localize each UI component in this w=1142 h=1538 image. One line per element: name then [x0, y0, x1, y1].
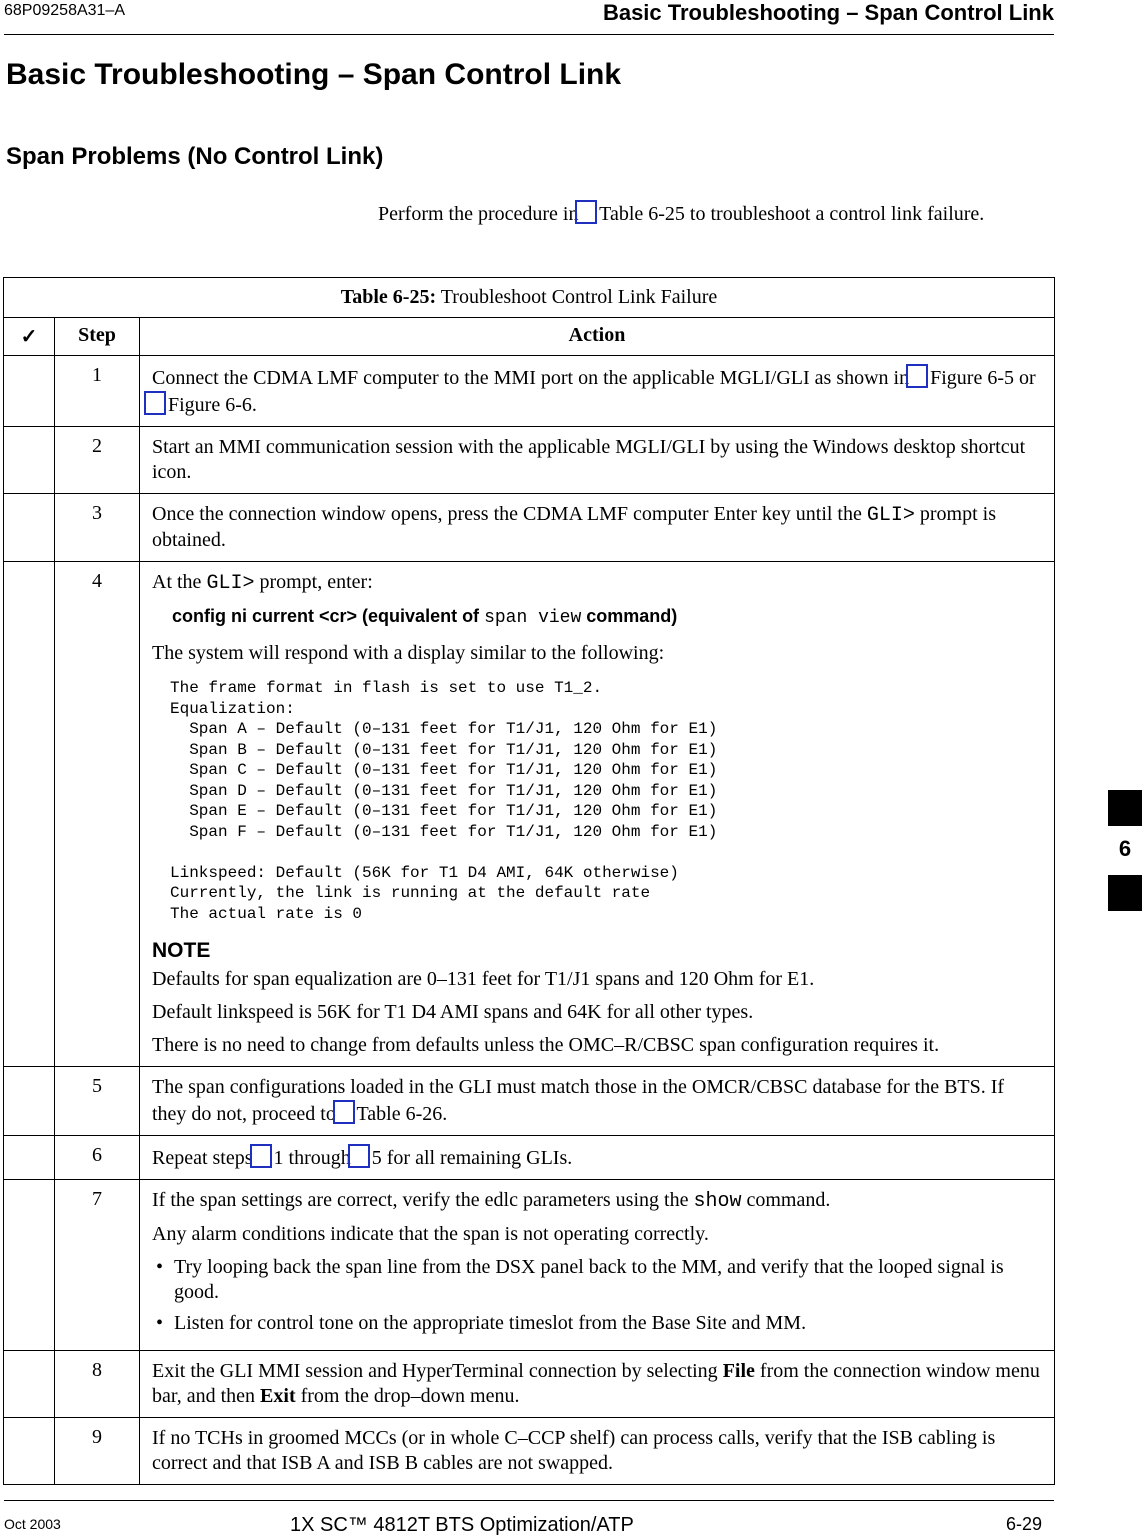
section-title: Basic Troubleshooting – Span Control Link: [6, 58, 622, 91]
step-5-link-marker[interactable]: [348, 1144, 370, 1168]
step-number: 8: [55, 1351, 140, 1418]
intro-paragraph: [378, 200, 1008, 227]
check-cell[interactable]: [4, 562, 55, 1067]
action-cell: Once the connection window opens, press the CDMA LMF computer Enter key until the GLI> prompt is obtained.: [140, 494, 1055, 562]
figure-6-5-link-marker[interactable]: [906, 364, 928, 388]
step-number: 7: [55, 1180, 140, 1351]
table-caption: Table 6-25: Troubleshoot Control Link Failure: [4, 278, 1055, 318]
table-row: [4, 427, 1055, 494]
intro-text: Perform the procedure in: [378, 203, 579, 225]
figure-6-6-link-marker[interactable]: [144, 391, 166, 415]
check-cell[interactable]: [4, 1136, 55, 1180]
footer-title: 1X SC™ 4812T BTS Optimization/ATP: [290, 1514, 634, 1536]
table-row: [4, 494, 1055, 562]
check-cell[interactable]: [4, 356, 55, 427]
action-cell: If the span settings are correct, verify the edlc parameters using the show command. Any alarm conditions indicate that the span is not operating correctly. • Try looping back the span line from the DSX panel back to the MM, and verify that the looped signal is good. • Listen for control tone on the appropriate timeslot from the Base Site and MM.: [140, 1180, 1055, 1351]
table-6-26-link-marker[interactable]: [575, 200, 597, 224]
note-text: There is no need to change from defaults unless the OMC–R/CBSC span configuration requires it.: [152, 1034, 940, 1056]
check-cell[interactable]: [4, 1418, 55, 1485]
table-row: [4, 1067, 1055, 1136]
footer-rule: [4, 1500, 1054, 1501]
table-row: [4, 562, 1055, 1067]
step-number: 4: [55, 562, 140, 1067]
table-header-row: [4, 318, 1055, 356]
step-number: 9: [55, 1418, 140, 1485]
check-cell[interactable]: [4, 1067, 55, 1136]
footer-date: Oct 2003: [4, 1516, 61, 1532]
check-cell[interactable]: [4, 1351, 55, 1418]
bullet-item: • Listen for control tone on the appropriate timeslot from the Base Site and MM.: [152, 1311, 1040, 1336]
check-cell[interactable]: [4, 427, 55, 494]
step-number: 1: [55, 356, 140, 427]
step-number: 6: [55, 1136, 140, 1180]
action-cell: The span configurations loaded in the GLI must match those in the OMCR/CBSC database for the BTS. If they do not, proceed to Table 6-26.: [140, 1067, 1055, 1136]
procedure-table: [3, 277, 1055, 1485]
action-cell: If no TCHs in groomed MCCs (or in whole C–CCP shelf) can process calls, verify that the ISB cabling is correct and that ISB A and ISB B cables are not swapped.: [140, 1418, 1055, 1485]
chapter-tab-top: [1108, 790, 1142, 826]
action-cell: Connect the CDMA LMF computer to the MMI port on the applicable MGLI/GLI as shown in Figure 6-5 or Figure 6-6.: [140, 356, 1055, 427]
chapter-tab-bottom: [1108, 875, 1142, 911]
step-column-header: Step: [55, 318, 140, 356]
subsection-title: Span Problems (No Control Link): [6, 143, 384, 170]
prompt-code: GLI>: [866, 504, 915, 527]
table-row: [4, 1180, 1055, 1351]
action-cell: Repeat steps 1 through 5 for all remaining GLIs.: [140, 1136, 1055, 1180]
document-number: 68P09258A31–A: [4, 2, 125, 19]
running-title: Basic Troubleshooting – Span Control Link: [602, 0, 1054, 25]
action-cell: Start an MMI communication session with the applicable MGLI/GLI by using the Windows desktop shortcut icon.: [140, 427, 1055, 494]
bullet-item: • Try looping back the span line from the DSX panel back to the MM, and verify that the looped signal is good.: [152, 1255, 1040, 1305]
command-line: config ni current <cr> (equivalent of span view command): [172, 606, 678, 628]
step-number: 5: [55, 1067, 140, 1136]
check-column-icon: ✓: [4, 318, 55, 356]
table-row: [4, 356, 1055, 427]
note-heading: NOTE: [152, 939, 211, 962]
command-code: show: [693, 1190, 742, 1213]
page-number: 6-29: [1005, 1514, 1042, 1534]
header-rule: [4, 34, 1054, 35]
check-cell[interactable]: [4, 494, 55, 562]
table-row: [4, 1418, 1055, 1485]
step-number: 2: [55, 427, 140, 494]
note-text: Default linkspeed is 56K for T1 D4 AMI spans and 64K for all other types.: [152, 1001, 754, 1023]
action-cell: At the GLI> prompt, enter: config ni current <cr> (equivalent of span view command) The system will respond with a display similar to the following: The frame format in flash is set to use T1_2. Equalization: Span A – Default (0–131 feet for T1/J1, 120 Ohm for E1) Span B – Default (0–131 feet for T1/J1, 120 Ohm for E1) Span C – Default (0–131 feet for T1/J1, 120 Ohm for E1) Span D – Default (0–131 feet for T1/J1, 120 Ohm for E1) Span E – Default (0–131 feet for T1/J1, 120 Ohm for E1) Span F – Default (0–131 feet for T1/J1, 120 Ohm for E1) Linkspeed: Default (56K for T1 D4 AMI, 64K otherwise) Currently, the link is running at the default rate The actual rate is 0 NOTE Defaults for span equalization are 0–131 feet for T1/J1 spans and 120 Ohm for E1. Default linkspeed is 56K for T1 D4 AMI spans and 64K for all other types. There is no need to change from defaults unless the OMC–R/CBSC span configuration requires it.: [140, 562, 1055, 1067]
system-display-output: The frame format in flash is set to use T1_2. Equalization: Span A – Default (0–131 feet for T1/J1, 120 Ohm for E1) Span B – Default (0–131 feet for T1/J1, 120 Ohm for E1) Span C – Default (0–131 feet for T1/J1, 120 Ohm for E1) Span D – Default (0–131 feet for T1/J1, 120 Ohm for E1) Span E – Default (0–131 feet for T1/J1, 120 Ohm for E1) Span F – Default (0–131 feet for T1/J1, 120 Ohm for E1) Linkspeed: Default (56K for T1 D4 AMI, 64K otherwise) Currently, the link is running at the default rate The actual rate is 0: [170, 679, 718, 923]
action-column-header: Action: [140, 318, 1055, 356]
table-row: [4, 1351, 1055, 1418]
intro-link-text: Table 6-25 to troubleshoot a control link failure.: [599, 203, 985, 225]
prompt-code: GLI>: [206, 572, 255, 595]
step-number: 3: [55, 494, 140, 562]
table-row: [4, 1136, 1055, 1180]
action-cell: Exit the GLI MMI session and HyperTerminal connection by selecting File from the connection window menu bar, and then Exit from the drop–down menu.: [140, 1351, 1055, 1418]
check-cell[interactable]: [4, 1180, 55, 1351]
table-6-26-link-marker[interactable]: [333, 1100, 355, 1124]
chapter-tab-number: 6: [1118, 836, 1132, 861]
note-text: Defaults for span equalization are 0–131 feet for T1/J1 spans and 120 Ohm for E1.: [152, 968, 815, 990]
step-1-link-marker[interactable]: [250, 1144, 272, 1168]
